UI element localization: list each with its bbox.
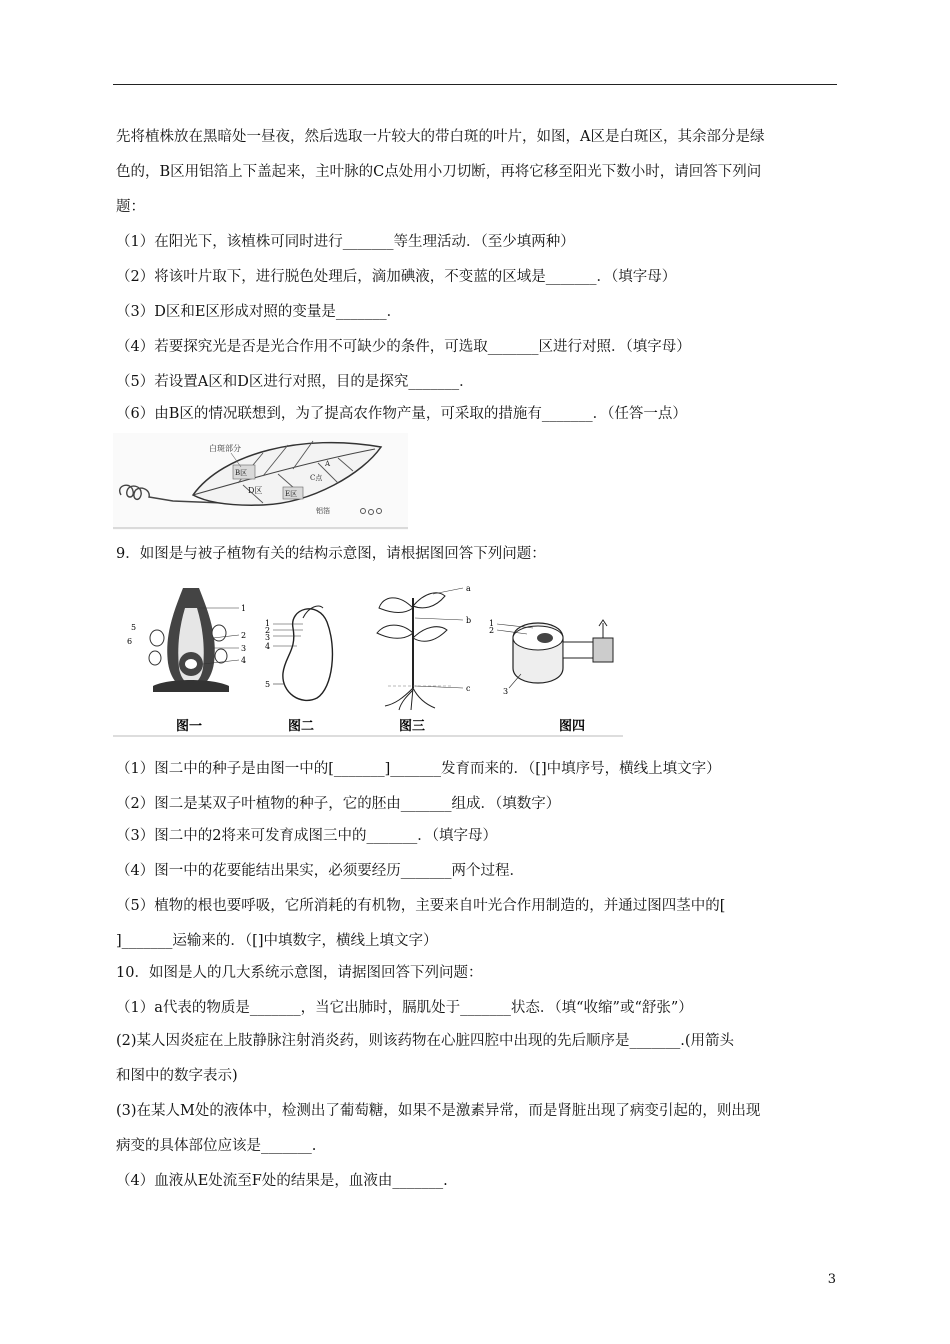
fig1-flower (127, 588, 246, 692)
fig2-seed (265, 606, 332, 700)
fig1-num-1: 1 (241, 604, 247, 613)
q9-item-3: （3）图二中的2将来可发育成图三中的_______．（填字母） (116, 828, 497, 844)
fig1-num-3: 3 (241, 644, 247, 653)
q8-intro-line-3: 题： (116, 199, 145, 215)
caption-fig4: 图四 (559, 719, 586, 734)
q10-item-2: (2)某人因炎症在上肢静脉注射消炎药，则该药物在心脏四腔中出现的先后顺序是_______.(用箭头 (116, 1033, 735, 1049)
fig2-num-4: 4 (265, 642, 271, 651)
q8-item-4: （4）若要探究光是否是光合作用不可缺少的条件，可选取_______区进行对照．（填字母） (116, 339, 691, 355)
fig3-letter-a: a (466, 584, 471, 593)
q8-intro-line-2: 色的，B区用铝箔上下盖起来，主叶脉的C点处用小刀切断，再将它移至阳光下数小时，请回答下列问 (116, 164, 762, 180)
q9-title: 9．如图是与被子植物有关的结构示意图，请根据图回答下列问题： (116, 546, 546, 562)
caption-fig2: 图二 (288, 719, 315, 734)
fig1-num-5: 5 (131, 623, 137, 632)
q8-item-5: （5）若设置A区和D区进行对照，目的是探究_______． (116, 374, 474, 390)
fig4-stem (489, 619, 613, 696)
leaf-label-foil: 铝箔 (316, 507, 330, 515)
q9-figures (113, 578, 623, 738)
q8-intro-line-1: 先将植株放在黑暗处一昼夜，然后选取一片较大的带白斑的叶片，如图，A区是白斑区，其余部分是绿 (116, 129, 765, 145)
q10-item-4: （4）血液从E处流至F处的结果是，血液由_______. (116, 1173, 448, 1189)
header-rule (113, 84, 837, 85)
leaf-label-c-point: C点 (310, 474, 323, 482)
leaf-label-b-zone: B区 (235, 469, 248, 477)
leaf-figure (113, 433, 408, 530)
fig3-seedling (377, 584, 471, 710)
fig3-letter-b: b (466, 616, 472, 625)
leaf-label-a-zone: A (325, 460, 331, 468)
caption-fig3: 图三 (399, 719, 426, 734)
q10-item-3-cont: 病变的具体部位应该是_______. (116, 1138, 317, 1154)
fig1-num-6: 6 (127, 637, 133, 646)
fig2-num-5: 5 (265, 680, 271, 689)
fig2-num-2: 2 (265, 626, 271, 635)
q8-item-1: （1）在阳光下，该植株可同时进行_______等生理活动．（至少填两种） (116, 234, 575, 250)
caption-fig1: 图一 (176, 719, 203, 734)
q10-title: 10．如图是人的几大系统示意图，请据图回答下列问题： (116, 965, 483, 981)
leaf-label-d-zone: D区 (248, 486, 263, 495)
fig4-num-1: 1 (489, 619, 495, 628)
q9-item-1: （1）图二中的种子是由图一中的[_______]_______发育而来的．（[]中填序号，横线上填文字） (116, 761, 721, 777)
fig4-num-2: 2 (489, 626, 495, 635)
q10-item-2-cont: 和图中的数字表示) (116, 1068, 238, 1084)
fig1-num-4: 4 (241, 656, 247, 665)
leaf-label-white-part: 白斑部分 (209, 444, 241, 453)
fig1-num-2: 2 (241, 631, 247, 640)
q9-item-5: （5）植物的根也要呼吸，它所消耗的有机物，主要来自叶光合作用制造的，并通过图四茎中的[ (116, 898, 726, 914)
fig3-letter-c: c (466, 684, 471, 693)
q9-item-5-cont: ]_______运输来的．（[]中填数字，横线上填文字） (116, 933, 438, 949)
leaf-label-e-zone: E区 (285, 490, 298, 498)
page-number: 3 (827, 1272, 836, 1287)
fig4-num-3: 3 (503, 687, 509, 696)
q10-item-3: (3)在某人M处的液体中，检测出了葡萄糖，如果不是激素异常，而是肾脏出现了病变引起的，则出现 (116, 1103, 761, 1119)
q8-item-6: （6）由B区的情况联想到，为了提高农作物产量，可采取的措施有_______．（任答一点） (116, 406, 687, 422)
fig2-num-3: 3 (265, 633, 271, 642)
q8-item-2: （2）将该叶片取下，进行脱色处理后，滴加碘液，不变蓝的区域是_______．（填字母） (116, 269, 677, 285)
q9-item-2: （2）图二是某双子叶植物的种子，它的胚由_______组成．（填数字） (116, 796, 561, 812)
q8-item-3: （3）D区和E区形成对照的变量是_______． (116, 304, 402, 320)
q9-item-4: （4）图一中的花要能结出果实，必须要经历_______两个过程． (116, 863, 524, 879)
q10-item-1: （1）a代表的物质是_______，当它出肺时，膈肌处于_______状态．（填“收缩”或“舒张”） (116, 1000, 693, 1016)
fig2-num-1: 1 (265, 619, 271, 628)
